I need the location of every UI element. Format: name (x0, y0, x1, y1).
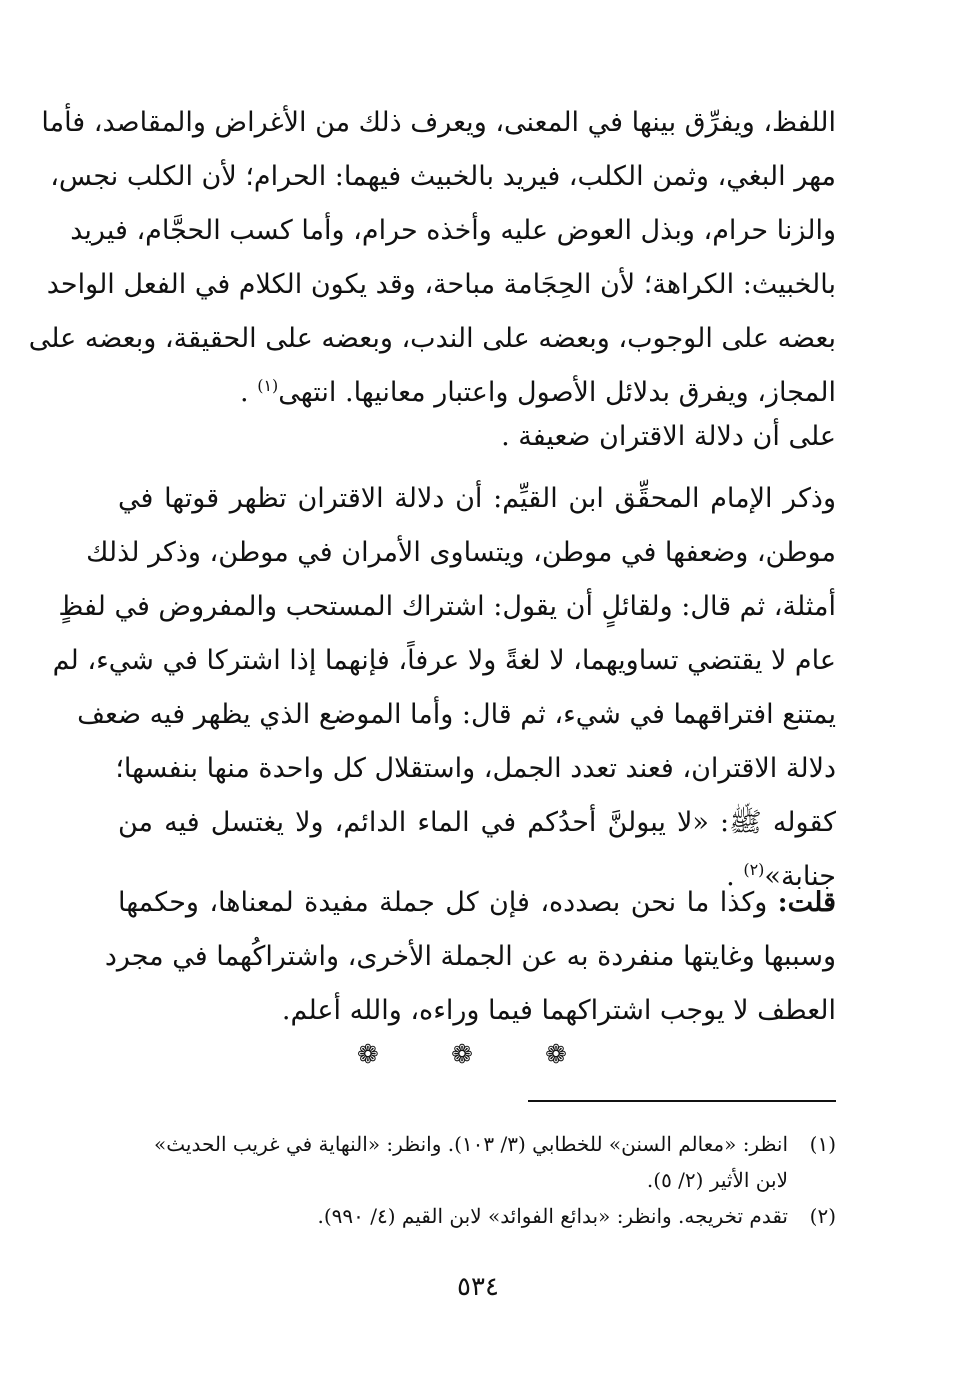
paragraph-4-first-line (118, 876, 836, 930)
footnotes (118, 1126, 836, 1234)
paragraph-3-line: وذكر الإمام المحقِّق ابن القيِّم: أن دلالة الاقتران تظهر قوتها في (118, 483, 836, 514)
footnote-number: (٢) (809, 1204, 836, 1228)
paragraph-4 (104, 876, 836, 1038)
paragraph-4-lead: قلت: (777, 887, 836, 918)
footnote-ref-2[interactable]: (٢) (743, 860, 765, 879)
footnote-1 (118, 1126, 836, 1198)
paragraph-1-line: مهر البغي، وثمن الكلب، فيريد بالخبيث فيهما: الحرام؛ لأن الكلب نجس، (50, 161, 836, 192)
paragraph-3-line: جنابة» (764, 861, 836, 892)
paragraph-3-line: عام لا يقتضي تساويهما، لا لغةً ولا عرفاً، فإنهما إذا اشتركا في شيء، لم (52, 645, 836, 676)
paragraph-1-line: المجاز، ويفرق بدلائل الأصول واعتبار معانيها. انتهى (278, 377, 836, 408)
paragraph-1-end: . (240, 377, 258, 408)
section-separator: ❁ ❁ ❁ (357, 1040, 599, 1070)
paragraph-3-line: أمثلة، ثم قال: ولقائلٍ أن يقول: اشتراك المستحب والمفروض في لفظٍ (58, 591, 836, 622)
page-number: ٥٣٤ (457, 1272, 499, 1302)
paragraph-4-line: العطف لا يوجب اشتراكهما فيما وراءه، والله أعلم. (281, 995, 836, 1026)
footnote-line: تقدم تخريجه. وانظر: «بدائع الفوائد» لابن القيم (٤/ ٩٩٠). (317, 1204, 788, 1228)
footnote-divider (528, 1100, 836, 1102)
paragraph-4-line: وكذا ما نحن بصدده، فإن كل جملة مفيدة لمعناها، وحكمها (118, 887, 778, 918)
paragraph-2 (118, 410, 836, 464)
paragraph-3-end: . (726, 861, 744, 892)
paragraph-3-line: كقوله ﷺ: «لا يبولنَّ أحدُكم في الماء الدائم، ولا يغتسل فيه من (118, 807, 836, 838)
paragraph-1-line: والزنا حرام، وبذل العوض عليه وأخذه حرام، وأما كسب الحجَّام، فيريد (70, 215, 836, 246)
footnote-2 (118, 1198, 836, 1234)
footnote-ref-1[interactable]: (١) (257, 376, 279, 395)
footnote-line: لابن الأثير (٢/ ٥). (646, 1168, 788, 1192)
paragraph-1-line: اللفظ، ويفرِّق بينها في المعنى، ويعرف ذلك من الأغراض والمقاصد، فأما (41, 107, 836, 138)
footnote-line: انظر: «معالم السنن» للخطابي (٣/ ١٠٣). وانظر: «النهاية في غريب الحديث» (154, 1132, 788, 1156)
paragraph-4-line: وسببها وغايتها منفردة به عن الجملة الأخرى، واشتراكُهما في مجرد (104, 941, 836, 972)
paragraph-1-line: بعضه على الوجوب، وبعضه على الندب، وبعضه على الحقيقة، وبعضه على (28, 323, 836, 354)
footnote-number: (١) (809, 1132, 836, 1156)
paragraph-1-line: بالخبيث: الكراهة؛ لأن الحِجَامة مباحة، وقد يكون الكلام في الفعل الواحد (46, 269, 836, 300)
paragraph-3-line: دلالة الاقتران، فعند تعدد الجمل، واستقلال كل واحدة منها بنفسها؛ (115, 753, 836, 784)
paragraph-3 (52, 472, 836, 904)
paragraph-1 (28, 96, 836, 420)
paragraph-3-line: يمتنع افتراقهما في شيء، ثم قال: وأما الموضع الذي يظهر فيه ضعف (77, 699, 836, 730)
paragraph-2-line: على أن دلالة الاقتران ضعيفة . (501, 421, 836, 452)
paragraph-3-line: موطن، وضعفها في موطن، ويتساوى الأمران في موطن، وذكر لذلك (86, 537, 836, 568)
